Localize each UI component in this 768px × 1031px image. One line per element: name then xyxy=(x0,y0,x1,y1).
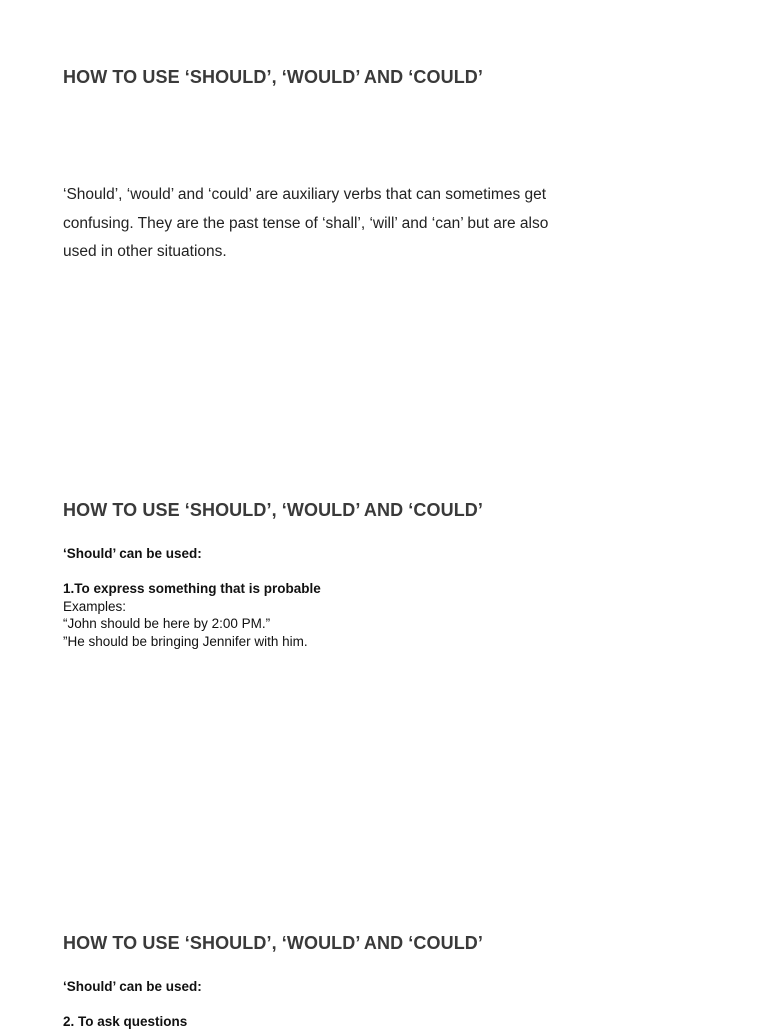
intro-paragraph: ‘Should’, ‘would’ and ‘could’ are auxiliary verbs that can sometimes get confusing. They are the past tense of ‘shall’, ‘will’ and ‘can’ but are also used in other situations. xyxy=(63,186,549,261)
example-line: “John should be here by 2:00 PM.” xyxy=(63,616,271,631)
slide-2 xyxy=(0,433,768,866)
rule-block xyxy=(63,580,321,650)
slide-title: HOW TO USE ‘SHOULD’, ‘WOULD’ AND ‘COULD’ xyxy=(63,500,483,520)
slide-title: HOW TO USE ‘SHOULD’, ‘WOULD’ AND ‘COULD’ xyxy=(63,933,483,953)
slide-title: HOW TO USE ‘SHOULD’, ‘WOULD’ AND ‘COULD’ xyxy=(63,67,483,87)
examples-label: Examples: xyxy=(63,598,127,614)
rule-title: 1.To express something that is probable xyxy=(63,581,321,596)
section-heading: ‘Should’ can be used: xyxy=(63,979,202,994)
rule-block xyxy=(63,1013,187,1031)
rule-title: 2. To ask questions xyxy=(63,1014,188,1029)
slide-1 xyxy=(0,0,768,433)
example-line: ”He should be bringing Jennifer with him. xyxy=(63,633,308,649)
slide-3 xyxy=(0,866,768,1029)
section-heading: ‘Should’ can be used: xyxy=(63,546,202,561)
